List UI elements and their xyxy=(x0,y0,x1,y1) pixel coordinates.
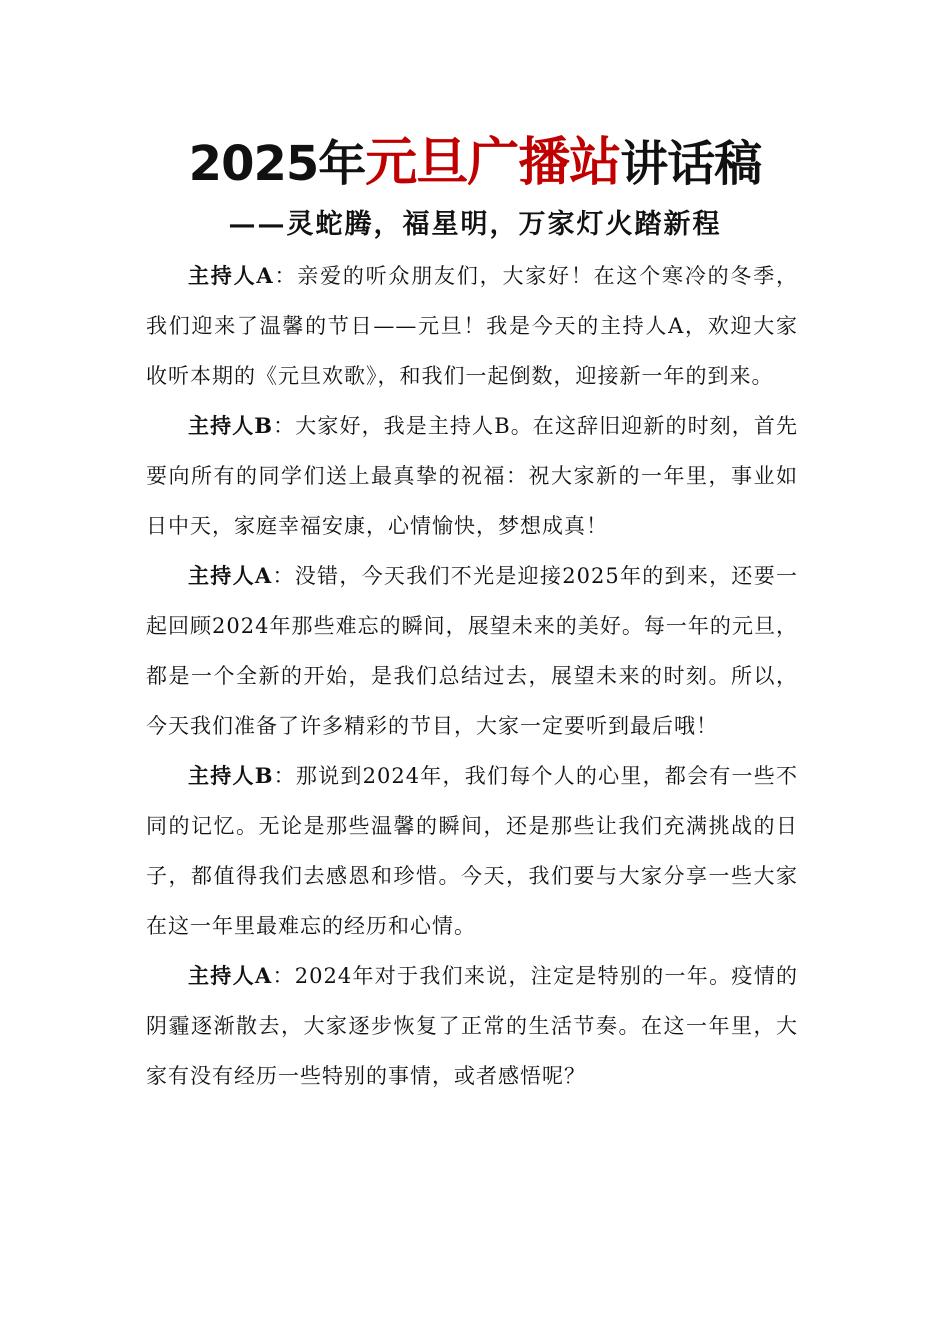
title-suffix: 讲话稿 xyxy=(620,136,762,192)
document-title xyxy=(0,128,950,199)
paragraph xyxy=(146,251,798,401)
paragraph xyxy=(146,551,798,751)
paragraph-text: ：没错，今天我们不光是迎接2025年的到来，还要一起回顾2024年那些难忘的瞬间，展望未来的美好。每一年的元旦，都是一个全新的开始，是我们总结过去，展望未来的时刻。所以，今天我们准备了许多精彩的节目，大家一定要听到最后哦！ xyxy=(146,564,798,738)
paragraph-text: ：亲爱的听众朋友们，大家好！在这个寒冷的冬季，我们迎来了温馨的节日——元旦！我是今天的主持人A，欢迎大家收听本期的《元旦欢歌》，和我们一起倒数，迎接新一年的到来。 xyxy=(146,264,798,388)
speaker-label: 主持人A xyxy=(188,963,273,988)
title-year: 2025年 xyxy=(188,136,366,192)
paragraph xyxy=(146,401,798,551)
document-subtitle: ——灵蛇腾，福星明，万家灯火踏新程 xyxy=(228,209,722,240)
paragraph xyxy=(146,751,798,951)
document-body xyxy=(146,251,798,1101)
speaker-label: 主持人B xyxy=(188,763,274,788)
speaker-label: 主持人A xyxy=(188,563,273,588)
paragraph-text: ：那说到2024年，我们每个人的心里，都会有一些不同的记忆。无论是那些温馨的瞬间，还是那些让我们充满挑战的日子，都值得我们去感恩和珍惜。今天，我们要与大家分享一些大家在这一年里最难忘的经历和心情。 xyxy=(146,764,798,938)
title-highlight: 元旦广播站 xyxy=(365,133,621,193)
paragraph xyxy=(146,951,798,1101)
speaker-label: 主持人A xyxy=(188,263,274,288)
speaker-label: 主持人B xyxy=(188,413,274,438)
paragraph-text: ：2024年对于我们来说，注定是特别的一年。疫情的阴霾逐渐散去，大家逐步恢复了正常的生活节奏。在这一年里，大家有没有经历一些特别的事情，或者感悟呢？ xyxy=(146,964,798,1088)
paragraph-text: ：大家好，我是主持人B。在这辞旧迎新的时刻，首先要向所有的同学们送上最真挚的祝福：祝大家新的一年里，事业如日中天，家庭幸福安康，心情愉快，梦想成真！ xyxy=(146,414,798,538)
